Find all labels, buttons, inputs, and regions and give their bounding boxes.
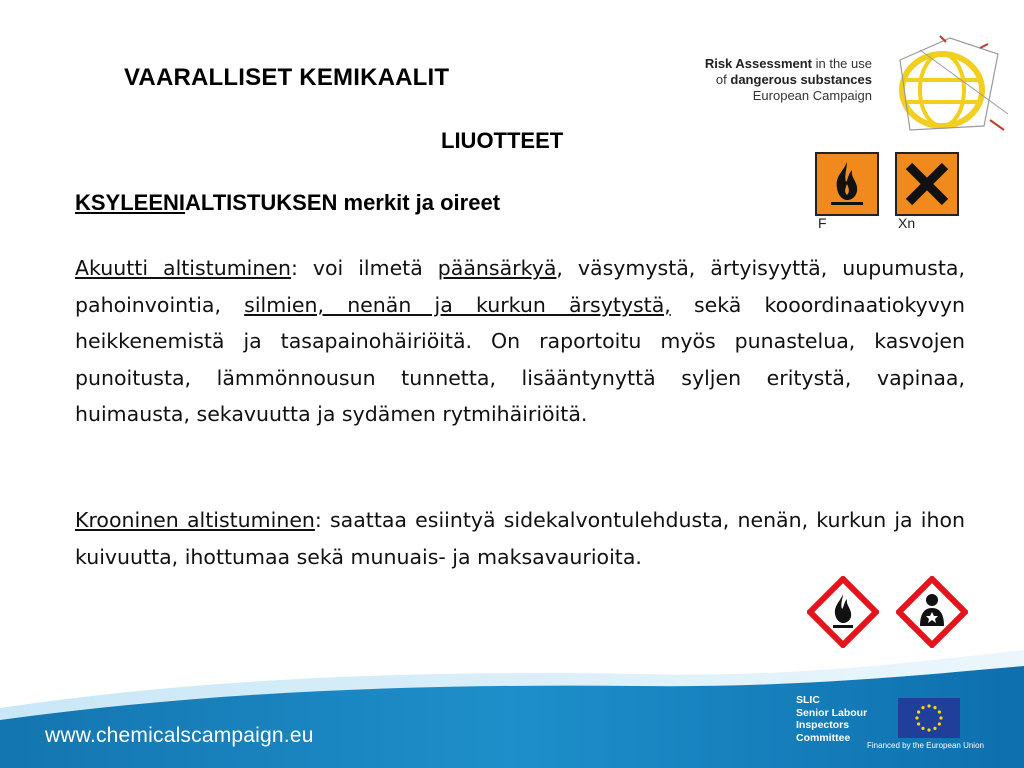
chronic-exposure-paragraph xyxy=(75,502,965,575)
ghs-flame-pictogram xyxy=(807,576,879,648)
footer-band xyxy=(0,650,1024,768)
eu-flag-icon xyxy=(898,698,960,738)
eu-funding-caption: Financed by the European Union xyxy=(867,741,984,750)
acute-text-1: : voi ilmetä xyxy=(290,256,438,280)
chronic-exposure-label: Krooninen altistuminen xyxy=(75,508,315,532)
section-heading xyxy=(75,190,500,216)
acute-text-3: sekä kooordinaatiokyvyn heikkenemistä ja tasapainohäiriöitä. On raportoitu myös punastelua, kasvojen punoitusta, lämmönnousun tunnetta, lisääntynyttä syljen eritystä, vapinaa, huimausta, sekavuutta ja sydämen rytmihäiriöitä. xyxy=(75,292,965,427)
acute-underlined-2: silmien, nenän ja kurkun ärsytystä, xyxy=(244,292,671,317)
cross-icon xyxy=(897,154,957,214)
globe-logo-icon xyxy=(880,30,1020,140)
logo-line2-pre: of xyxy=(715,72,731,87)
acute-exposure-paragraph xyxy=(75,250,965,433)
harmful-hazard-code: Xn xyxy=(898,215,916,231)
logo-line1-rest: in the use xyxy=(812,56,872,71)
ghs-health-hazard-icon xyxy=(896,576,968,648)
ghs-flame-icon xyxy=(807,576,879,648)
slic-line-4: Committee xyxy=(796,731,851,744)
flame-hazard-symbol xyxy=(815,152,879,216)
slic-logo-text xyxy=(796,694,867,744)
flame-hazard-code: F xyxy=(818,215,827,231)
campaign-website-link[interactable]: www.chemicalscampaign.eu xyxy=(45,724,314,747)
campaign-logo-text xyxy=(700,56,872,104)
harmful-hazard-symbol xyxy=(895,152,959,216)
chronic-text: : saattaa esiintyä sidekalvontulehdusta, nenän, kurkun ja ihon kuivuutta, ihottumaa sekä munuais- ja maksavaurioita. xyxy=(75,508,965,569)
logo-line2-bold: dangerous substances xyxy=(730,72,872,87)
acute-underlined-1: päänsärkyä xyxy=(437,256,557,280)
heading-substance: KSYLEENI xyxy=(75,190,186,215)
logo-line3: European Campaign xyxy=(752,88,872,103)
ghs-health-hazard-pictogram xyxy=(896,576,968,648)
slic-line-1: SLIC xyxy=(796,694,820,706)
logo-line1-bold: Risk Assessment xyxy=(704,56,812,71)
slic-line-2: Senior Labour xyxy=(796,706,868,719)
campaign-logo xyxy=(700,30,1020,140)
slide-subtitle: LIUOTTEET xyxy=(441,128,564,153)
flame-icon xyxy=(817,154,877,214)
slic-line-3: Inspectors xyxy=(796,719,850,731)
acute-exposure-label: Akuutti altistuminen xyxy=(75,256,291,280)
slide-title: VAARALLISET KEMIKAALIT xyxy=(124,64,450,91)
acute-text-2: , väsymystä, ärtyisyyttä, uupumusta, pahoinvointia, xyxy=(75,256,965,317)
heading-rest: ALTISTUKSEN merkit ja oireet xyxy=(185,190,501,215)
